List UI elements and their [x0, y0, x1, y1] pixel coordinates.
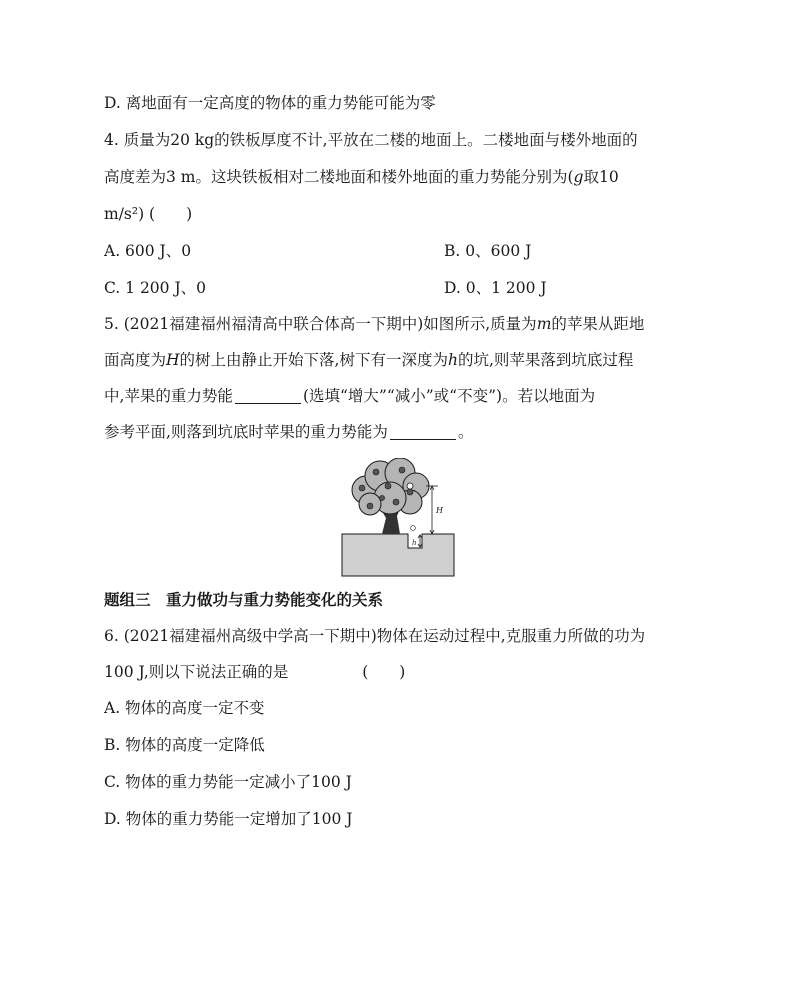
question-4-line-3: m/s²) ( )	[104, 205, 193, 223]
apple-tree-figure	[340, 458, 456, 580]
q6-option-d: D. 物体的重力势能一定增加了100 J	[104, 810, 353, 828]
answer-blank-2[interactable]	[390, 423, 456, 440]
question-6-line-1: 6. (2021福建福州高级中学高一下期中)物体在运动过程中,克服重力所做的功为	[104, 627, 646, 645]
apple-near-pit	[411, 526, 416, 531]
section-heading: 题组三 重力做功与重力势能变化的关系	[104, 591, 384, 609]
answer-blank-1[interactable]	[235, 387, 301, 404]
label-H: H	[436, 506, 443, 515]
question-5-line-2: 面高度为H的树上由静止开始下落,树下有一深度为h的坑,则苹果落到坑底过程	[104, 351, 634, 369]
question-5-line-3: 中,苹果的重力势能 (选填“增大”“减小”或“不变”)。若以地面为	[104, 387, 596, 405]
dimension-h-arrow	[418, 535, 422, 547]
label-h: h	[412, 539, 417, 547]
question-6-line-2: 100 J,则以下说法正确的是 ( )	[104, 663, 406, 681]
q4-option-a: A. 600 J、0	[104, 242, 192, 260]
question-4-line-1: 4. 质量为20 kg的铁板厚度不计,平放在二楼的地面上。二楼地面与楼外地面的	[104, 131, 638, 149]
option-d-q3: D. 离地面有一定高度的物体的重力势能可能为零	[104, 94, 436, 112]
question-5-line-4: 参考平面,则落到坑底时苹果的重力势能为 。	[104, 423, 474, 441]
q6-option-c: C. 物体的重力势能一定减小了100 J	[104, 773, 352, 791]
apple-tree-diagram	[340, 458, 456, 580]
ground-with-pit	[342, 534, 454, 576]
q4-option-d: D. 0、1 200 J	[444, 279, 547, 297]
answer-paren[interactable]: ( )	[362, 663, 406, 681]
question-4-line-2: 高度差为3 m。这块铁板相对二楼地面和楼外地面的重力势能分别为(g取10	[104, 168, 619, 186]
question-5-line-1: 5. (2021福建福州福清高中联合体高一下期中)如图所示,质量为m的苹果从距地	[104, 315, 645, 333]
q4-option-c: C. 1 200 J、0	[104, 279, 207, 297]
falling-apple	[407, 483, 413, 489]
q6-option-b: B. 物体的高度一定降低	[104, 736, 265, 754]
q4-option-b: B. 0、600 J	[444, 242, 532, 260]
q6-option-a: A. 物体的高度一定不变	[104, 699, 265, 717]
